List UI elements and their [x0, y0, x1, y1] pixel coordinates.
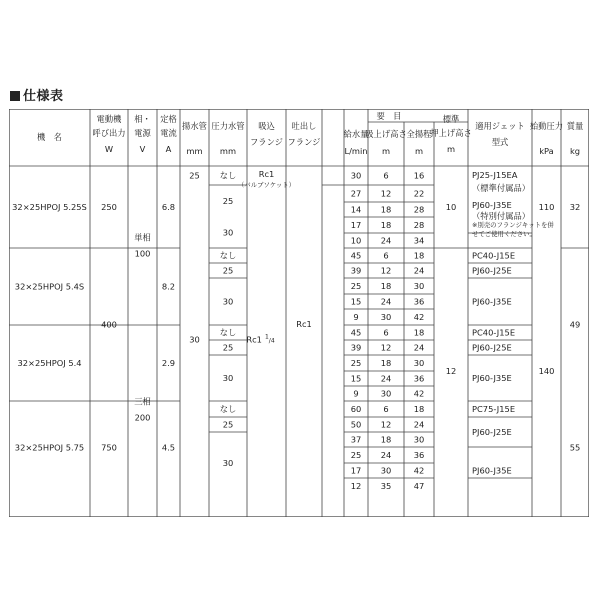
square-bullet-icon: [10, 91, 20, 101]
total-head: 30: [413, 434, 425, 445]
header-current-1: 定格: [160, 114, 177, 124]
flow-rate: 12: [350, 481, 362, 491]
flow-rate: 39: [350, 265, 362, 276]
flow-rate: 39: [350, 342, 362, 353]
flow-rate: 45: [350, 250, 362, 261]
jet-flange-kit-note: せてご使用ください。: [472, 230, 536, 238]
jet-model: PJ60-J35E: [472, 465, 512, 476]
suction-lift: 18: [380, 204, 392, 215]
flow-rate: 45: [350, 327, 362, 338]
total-head: 34: [413, 235, 425, 246]
voltage-value: 100: [134, 248, 151, 259]
header-total-head-unit: m: [414, 146, 424, 156]
suction-lift: 30: [380, 388, 392, 399]
suction-lift: 18: [380, 358, 392, 368]
header-flow-unit: L/min: [344, 146, 368, 156]
section-title: [10, 89, 64, 105]
total-head: 28: [413, 220, 425, 230]
header-motor-output-1: 電動機: [96, 114, 122, 124]
flow-rate: 50: [350, 419, 362, 430]
header-jet-1: 適用ジェット: [475, 121, 525, 131]
jet-model: PC40-J15E: [472, 327, 516, 338]
rated-current: 2.9: [161, 358, 176, 368]
header-lift: 吸上げ高さ: [365, 129, 407, 139]
flow-rate: 10: [350, 235, 362, 246]
header-suction-pipe: 揚水管: [182, 121, 207, 131]
flow-rate: 27: [350, 188, 362, 199]
jet-model: PJ60-J25E: [472, 427, 512, 437]
jet-model: PJ60-J35E: [472, 200, 512, 210]
total-head: 24: [413, 265, 425, 276]
header-pressure-pipe: 圧力水管: [211, 121, 245, 131]
jet-model: PJ60-J25E: [472, 265, 512, 276]
start-pressure: 110: [538, 202, 555, 212]
flow-rate: 30: [350, 170, 362, 181]
flow-rate: 15: [350, 373, 362, 384]
mass-value: 55: [569, 442, 581, 453]
suction-lift: 24: [380, 296, 392, 307]
suction-lift: 24: [380, 373, 392, 384]
discharge-flange: Rc1: [296, 319, 312, 329]
suction-pipe-size: 25: [189, 170, 200, 181]
suction-lift: 12: [380, 265, 392, 276]
total-head: 28: [413, 204, 425, 215]
jet-model: PJ60-J35E: [472, 373, 512, 383]
header-start-pressure-unit: kPa: [539, 146, 554, 156]
total-head: 42: [413, 388, 425, 399]
pressure-pipe-size: 25: [222, 196, 234, 206]
push-height: 10: [445, 202, 457, 212]
total-head: 42: [413, 312, 425, 322]
pressure-pipe-size: なし: [219, 327, 237, 338]
header-phase-unit: V: [139, 144, 146, 154]
pressure-pipe-size: 30: [222, 458, 234, 468]
header-discharge-flange-2: フランジ: [287, 137, 321, 147]
jet-model: PJ60-J35E: [472, 296, 512, 307]
suction-lift: 30: [380, 465, 392, 476]
header-push-height-unit: m: [446, 144, 456, 154]
jet-model: PJ25-J15EA: [472, 170, 518, 180]
model-name: 32×25HPOJ 5.4: [17, 358, 82, 368]
phase-label: 三相: [134, 396, 151, 407]
flow-rate: 25: [350, 450, 362, 460]
total-head: 42: [413, 465, 425, 476]
pressure-pipe-size: 25: [222, 342, 234, 353]
header-model: 機 名: [37, 132, 62, 142]
header-current-2: 電流: [160, 128, 177, 138]
suction-pipe-size: 30: [189, 334, 200, 345]
jet-flange-kit-note: ※別売のフランジキットを併: [472, 221, 554, 229]
motor-output: 250: [101, 202, 117, 212]
suction-flange-second: Rc1 $^1_{/4}$: [246, 333, 275, 345]
suction-lift: 30: [380, 312, 392, 322]
total-head: 18: [413, 327, 425, 338]
start-pressure: 140: [538, 366, 555, 376]
mass-value: 32: [569, 202, 581, 212]
flow-rate: 60: [350, 404, 362, 414]
header-total-head: 全揚程: [406, 129, 432, 139]
pressure-pipe-size: 30: [222, 296, 234, 307]
header-start-pressure: 始動圧力: [529, 121, 564, 131]
suction-lift: 12: [380, 342, 392, 353]
rated-current: 6.8: [161, 202, 176, 212]
motor-output: 400: [101, 319, 117, 330]
total-head: 36: [413, 296, 425, 307]
pressure-pipe-size: 30: [222, 373, 234, 383]
suction-lift: 6: [383, 250, 389, 261]
total-head: 36: [413, 373, 425, 384]
header-requirements: 要 目: [376, 111, 402, 121]
push-height: 12: [445, 366, 457, 376]
header-suction-flange-2: フランジ: [250, 137, 283, 147]
header-current-unit: A: [165, 144, 172, 154]
total-head: 18: [413, 404, 425, 414]
jet-model: PC40-J15E: [472, 250, 516, 261]
flow-rate: 14: [350, 204, 362, 215]
jet-accessory-note: （特別付属品）: [472, 211, 531, 221]
header-suction-flange-1: 吸込: [258, 121, 275, 131]
header-phase-1: 相・: [134, 114, 151, 124]
suction-lift: 12: [380, 419, 392, 430]
flow-rate: 9: [353, 388, 359, 399]
section-title-text: 仕様表: [23, 89, 64, 104]
model-name: 32×25HPOJ 5.4S: [14, 281, 85, 292]
header-push-height-1: 標準: [442, 114, 460, 124]
flow-rate: 17: [350, 220, 362, 230]
flow-rate: 15: [350, 296, 362, 307]
suction-flange-first: Rc1: [258, 169, 275, 179]
suction-lift: 12: [380, 188, 392, 199]
pressure-pipe-size: 25: [222, 265, 234, 276]
motor-output: 750: [101, 442, 117, 453]
header-mass-unit: kg: [569, 146, 581, 156]
header-motor-output-2: 呼び出力: [92, 128, 126, 138]
header-flow: 給水量: [343, 129, 369, 139]
total-head: 24: [413, 419, 425, 430]
phase-label: 単相: [134, 232, 151, 243]
pressure-pipe-size: なし: [219, 250, 237, 261]
flow-rate: 9: [353, 312, 359, 322]
total-head: 30: [413, 358, 425, 368]
header-pressure-pipe-unit: mm: [219, 146, 237, 156]
total-head: 47: [413, 481, 425, 491]
jet-model: PJ60-J25E: [472, 342, 512, 353]
model-name: 32×25HPOJ 5.25S: [12, 202, 87, 212]
rated-current: 4.5: [161, 442, 176, 453]
header-jet-2: 型式: [491, 137, 509, 147]
pressure-pipe-size: なし: [219, 170, 237, 181]
total-head: 36: [413, 450, 425, 460]
suction-flange-note: （バルブソケット）: [237, 181, 296, 189]
suction-lift: 18: [380, 434, 392, 445]
flow-rate: 25: [350, 358, 362, 368]
suction-lift: 35: [380, 481, 392, 491]
header-motor-output-unit: W: [104, 144, 114, 154]
header-phase-2: 電源: [134, 128, 151, 138]
suction-lift: 6: [383, 404, 389, 414]
suction-lift: 24: [380, 235, 392, 246]
voltage-value: 200: [134, 412, 151, 423]
header-lift-unit: m: [381, 146, 391, 156]
total-head: 22: [413, 188, 425, 199]
header-mass: 質量: [566, 121, 584, 131]
header-push-height-2: 押上げ高さ: [430, 128, 472, 138]
jet-accessory-note: （標準付属品）: [472, 183, 531, 193]
flow-rate: 25: [350, 281, 362, 291]
rated-current: 8.2: [161, 281, 176, 292]
table-cells: [12, 111, 583, 491]
mass-value: 49: [569, 319, 581, 330]
pressure-pipe-size: なし: [219, 404, 237, 414]
total-head: 16: [413, 170, 425, 181]
total-head: 18: [413, 250, 425, 261]
header-suction-pipe-unit: mm: [186, 146, 203, 156]
suction-lift: 18: [380, 220, 392, 230]
flow-rate: 17: [350, 465, 362, 476]
flow-rate: 37: [350, 434, 362, 445]
suction-lift: 6: [383, 327, 389, 338]
pressure-pipe-size: 30: [222, 227, 234, 238]
total-head: 30: [413, 281, 425, 291]
suction-lift: 24: [380, 450, 392, 460]
spec-table: [9, 109, 589, 517]
model-name: 32×25HPOJ 5.75: [14, 442, 85, 453]
pressure-pipe-size: 25: [222, 419, 234, 430]
jet-model: PC75-J15E: [472, 404, 516, 414]
suction-lift: 18: [380, 281, 392, 291]
total-head: 24: [413, 342, 425, 353]
header-discharge-flange-1: 吐出し: [291, 121, 317, 131]
suction-lift: 6: [383, 170, 389, 181]
